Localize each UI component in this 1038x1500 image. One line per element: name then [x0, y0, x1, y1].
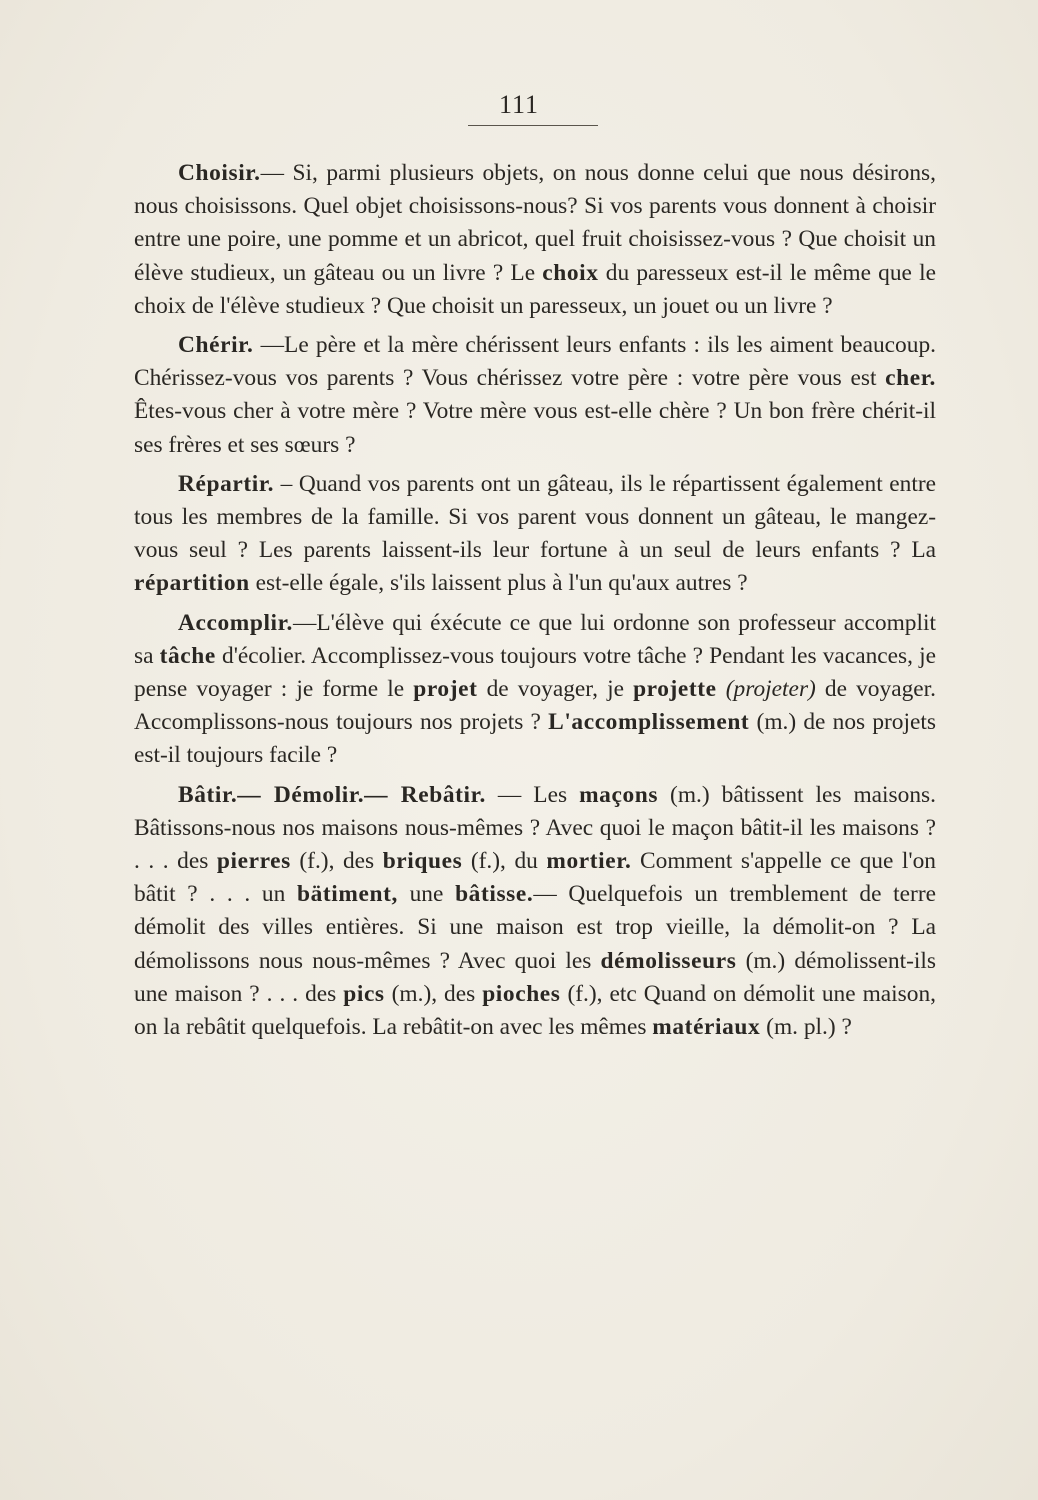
text-run: Comment s'appelle ce que l'on bâtit ? . . . un — [134, 848, 936, 908]
text-run: (m. pl.) ? — [760, 1014, 852, 1041]
keyword: L'accomplissement — [548, 709, 750, 736]
keyword: Répartir. — [178, 470, 275, 497]
text-run: (m.) bâtissent les maisons. Bâtissons-nous nos maisons nous-mêmes ? Avec quoi le maçon bâtit-il les maisons ? . . . des — [134, 781, 936, 875]
page-number: 111 — [498, 90, 540, 119]
text-run: est-elle égale, s'ils laissent plus à l'un qu'aux autres ? — [249, 570, 748, 597]
keyword: démolisseurs — [600, 947, 737, 974]
text-run: d'écolier. Accomplissez-vous toujours votre tâche ? Pendant les vacances, je pense voyager : je forme le — [134, 642, 936, 703]
text-run: — Si, parmi plusieurs objets, on nous donne celui que nous désirons, nous choisissons. Quel objet choisissons-nous? Si vos parents vous donnent à choisir entre une poire, une pomme et un abricot, quel fruit choisissez-vous ? Que choisit un élève studieux, un gâteau ou un livre ? Le — [134, 160, 936, 286]
text-run: — Les — [485, 781, 580, 808]
header-rule — [468, 125, 598, 126]
keyword: cher. — [885, 365, 936, 392]
text-run: (f.), etc Quand on démolit une maison, on la rebâtit quelquefois. La rebâtit-on avec les mêmes — [134, 980, 936, 1041]
keyword: Choisir. — [178, 160, 261, 186]
keyword: bätiment, — [297, 881, 398, 908]
italic-note: (projeter) — [725, 676, 816, 703]
keyword: matériaux — [652, 1014, 761, 1041]
keyword: pioches — [482, 980, 561, 1007]
keyword: briques — [382, 848, 463, 875]
keyword: pics — [343, 980, 385, 1007]
keyword: pierres — [216, 848, 291, 875]
text-run: — Quelquefois un tremblement de terre démolit des villes entières. Si une maison est trop vieille, la démolit-on ? La démolissons nous nous-mêmes ? Avec quoi les — [134, 881, 936, 974]
keyword: répartition — [134, 570, 250, 597]
text-run: (m.), des — [384, 980, 483, 1007]
keyword: tâche — [159, 642, 216, 669]
text-run: de voyager, je — [477, 676, 634, 703]
keyword: Chérir. — [178, 332, 254, 359]
keyword: maçons — [579, 781, 659, 808]
text-run: —Le père et la mère chérissent leurs enfants : ils les aiment beaucoup. Chérissez-vous vos parents ? Vous chérissez votre père : votre père vous est — [134, 332, 936, 392]
text-run: (f.), des — [290, 848, 383, 875]
text-run: —L'élève qui éxécute ce que lui ordonne son professeur accomplit sa — [134, 609, 936, 669]
text-run: (m.) de nos projets est-il toujours facile ? — [134, 709, 936, 769]
keyword: projet — [413, 676, 478, 703]
keyword: Accomplir. — [178, 609, 293, 636]
text-run: (m.) démolissent-ils une maison ? . . . des — [134, 947, 936, 1007]
paragraph-accomplir — [134, 607, 936, 773]
paragraph-cherir — [134, 329, 936, 462]
text-run: (f.), du — [462, 848, 547, 875]
text-run: – Quand vos parents ont un gâteau, ils le répartissent également entre tous les membres de la famille. Si vos parent vous donnent un gâteau, le mangez-vous seul ? Les parents laissent-ils leur fortune à un seul de leurs enfants ? La — [134, 470, 936, 564]
paragraph-batir — [134, 779, 936, 1045]
text-run: Êtes-vous cher à votre mère ? Votre mère vous est-elle chère ? Un bon frère chérit-il ses frères et ses sœurs ? — [134, 398, 936, 458]
text-run: une — [397, 881, 456, 908]
text-run — [717, 676, 726, 702]
text-run: de voyager. Accomplissons-nous toujours nos projets ? — [134, 676, 936, 736]
keyword: bâtisse. — [455, 881, 534, 908]
keyword: choix — [542, 259, 599, 286]
keyword: Bâtir.— Démolir.— Rebâtir. — [178, 781, 486, 808]
paragraph-repartir — [134, 468, 936, 601]
paragraph-choisir — [134, 157, 936, 323]
keyword: mortier. — [546, 848, 632, 875]
keyword: projette — [633, 676, 717, 703]
body-text — [134, 157, 936, 1050]
text-run: du paresseux est-il le même que le choix de l'élève studieux ? Que choisit un paresseux, un jouet ou un livre ? — [134, 259, 936, 319]
